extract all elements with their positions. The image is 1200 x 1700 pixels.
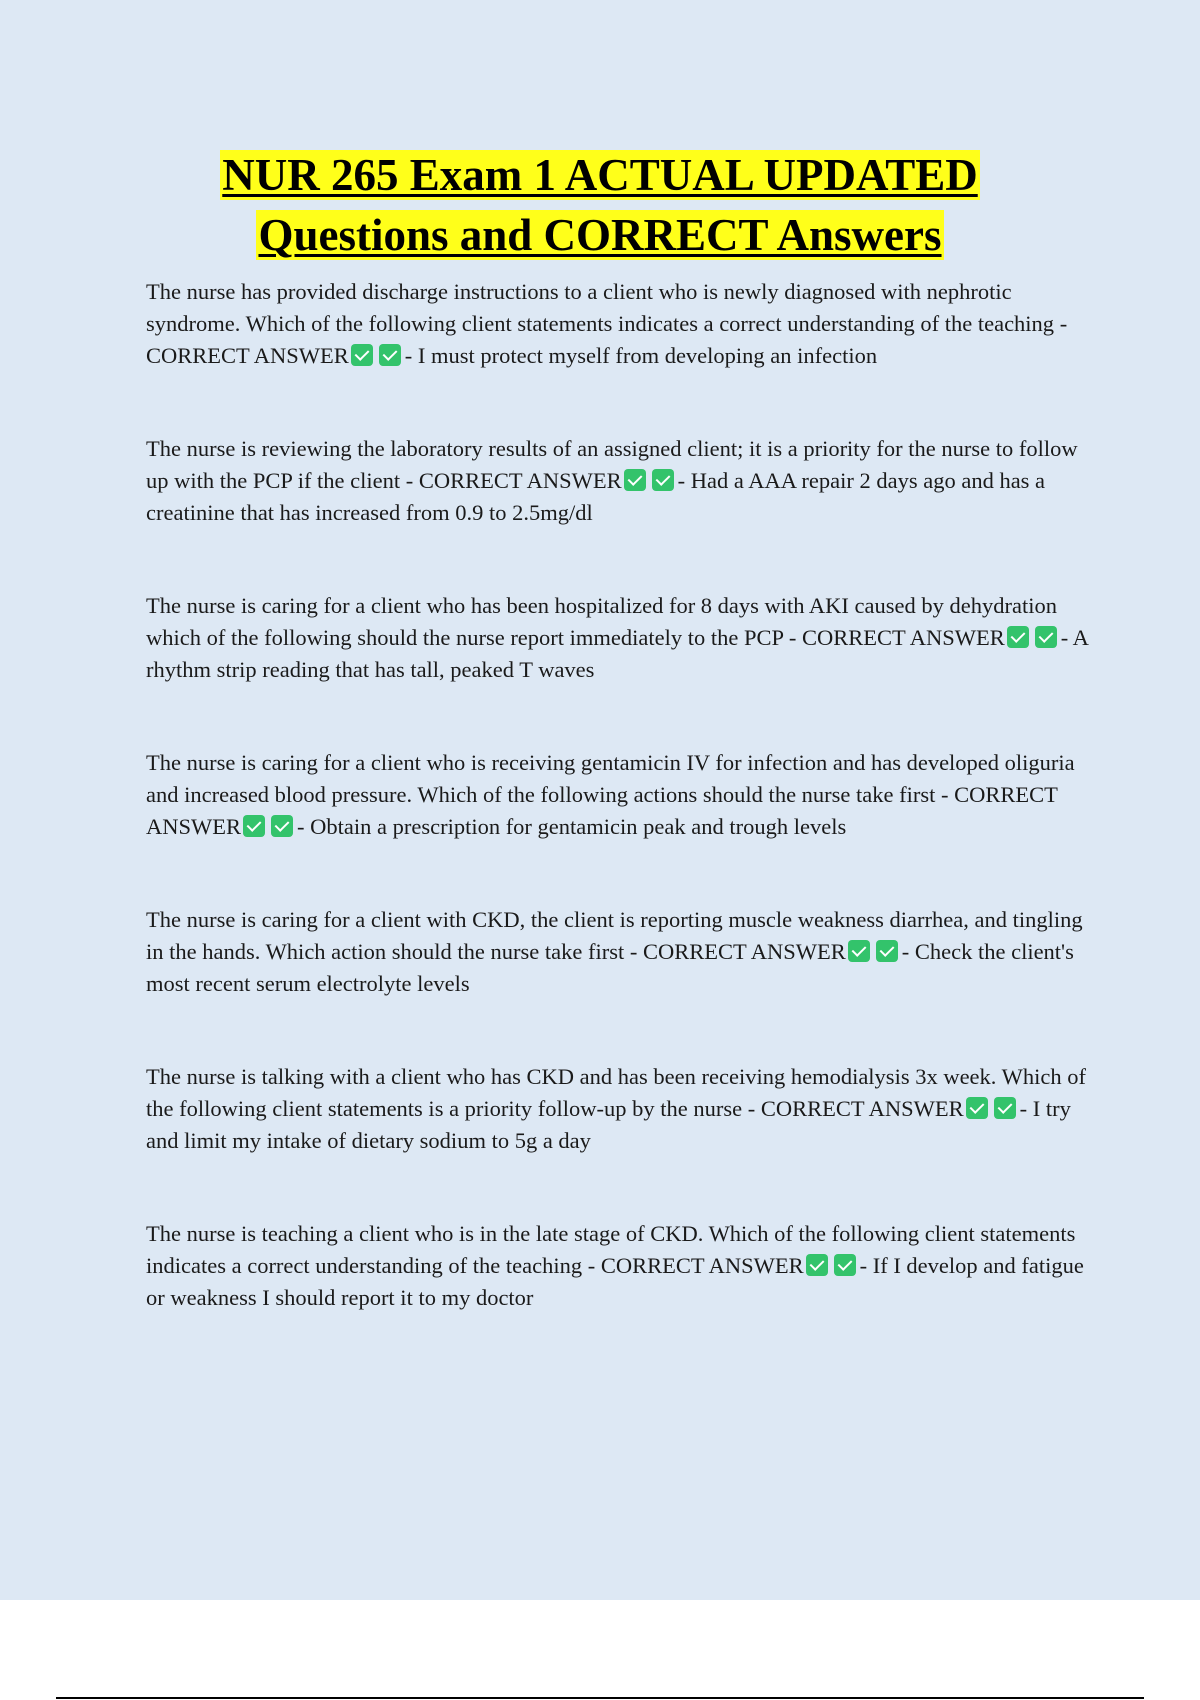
qa-item-7: The nurse is teaching a client who is in the late stage of CKD. Which of the following client statements indicates a correct understanding of the teaching - CORRECT ANSWER - If I develop and fatigue or weakness I should report it to my doctor [146, 1221, 1084, 1310]
green-checkmark-icon [876, 940, 898, 962]
green-checkmark-icon [243, 815, 265, 837]
question-text: The nurse is caring for a client who is receiving gentamicin IV for infection and has developed oliguria and increased blood pressure. Which of the following actions should the nurse take first [146, 750, 1075, 807]
green-checkmark-icon [652, 469, 674, 491]
answer-marker: CORRECT ANSWER [760, 1096, 964, 1121]
green-checkmark-icon [848, 940, 870, 962]
green-checkmark-icon [834, 1254, 856, 1276]
answer-text: I must protect myself from developing an infection [417, 343, 878, 368]
answer-marker: CORRECT ANSWER [642, 939, 846, 964]
green-checkmark-icon [994, 1097, 1016, 1119]
qa-item-4: The nurse is caring for a client who is receiving gentamicin IV for infection and has developed oliguria and increased blood pressure. Which of the following actions should the nurse take first - CORRECT ANSWER - Obtain a prescription for gentamicin peak and trough levels [146, 750, 1075, 839]
question-answer-list [146, 276, 1096, 1375]
answer-text: Had a AAA repair 2 days ago and has a creatinine that has increased from 0.9 to 2.5mg/dl [146, 468, 1046, 525]
green-checkmark-icon [1035, 626, 1057, 648]
qa-item-5: The nurse is caring for a client with CKD, the client is reporting muscle weakness diarrhea, and tingling in the hands. Which action should the nurse take first - CORRECT ANSWER - Check the client's most recent serum electrolyte levels [146, 907, 1083, 996]
question-text: The nurse is reviewing the laboratory results of an assigned client; it is a priority for the nurse to follow up with the PCP if the client [146, 436, 1078, 493]
answer-text: I try and limit my intake of dietary sodium to 5g a day [146, 1096, 1071, 1153]
answer-marker: CORRECT ANSWER [146, 343, 349, 368]
answer-marker: CORRECT ANSWER [600, 1253, 804, 1278]
green-checkmark-icon [1007, 626, 1029, 648]
question-text: The nurse is talking with a client who has CKD and has been receiving hemodialysis 3x week. Which of the following client statements is a priority follow-up by the nurse [146, 1064, 1086, 1121]
question-text: The nurse is caring for a client with CKD, the client is reporting muscle weakness diarrhea, and tingling in the hands. Which action should the nurse take first [146, 907, 1083, 964]
green-checkmark-icon [351, 344, 373, 366]
green-checkmark-icon [271, 815, 293, 837]
green-checkmark-icon [624, 469, 646, 491]
title-text-1: NUR 265 Exam 1 ACTUAL UPDATED [222, 150, 978, 200]
answer-text: If I develop and fatigue or weakness I should report it to my doctor [146, 1253, 1084, 1310]
document-title [0, 145, 1200, 265]
qa-item-3: The nurse is caring for a client who has been hospitalized for 8 days with AKI caused by dehydration which of the following should the nurse report immediately to the PCP - CORRECT ANSWER - A rhythm strip reading that has tall, peaked T waves [146, 593, 1088, 682]
green-checkmark-icon [806, 1254, 828, 1276]
page-divider [56, 1697, 1144, 1699]
qa-item-6: The nurse is talking with a client who has CKD and has been receiving hemodialysis 3x week. Which of the following client statements is a priority follow-up by the nurse - CORRECT ANSWER - I try and limit my intake of dietary sodium to 5g a day [146, 1064, 1086, 1153]
answer-marker: CORRECT ANSWER [801, 625, 1005, 650]
answer-text: A rhythm strip reading that has tall, peaked T waves [146, 625, 1088, 682]
title-line-2 [0, 205, 1200, 265]
qa-item-2: The nurse is reviewing the laboratory results of an assigned client; it is a priority for the nurse to follow up with the PCP if the client - CORRECT ANSWER - Had a AAA repair 2 days ago and has a creatinine that has increased from 0.9 to 2.5mg/dl [146, 436, 1078, 525]
green-checkmark-icon [379, 344, 401, 366]
question-text: The nurse is caring for a client who has been hospitalized for 8 days with AKI caused by dehydration which of the following should the nurse report immediately to the PCP [146, 593, 1057, 650]
question-text: The nurse has provided discharge instructions to a client who is newly diagnosed with nephrotic syndrome. Which of the following client statements indicates a correct understanding of the teaching [146, 279, 1055, 336]
answer-text: Check the client's most recent serum electrolyte levels [146, 939, 1074, 996]
question-text: The nurse is teaching a client who is in the late stage of CKD. Which of the following client statements indicates a correct understanding of the teaching [146, 1221, 1076, 1278]
title-line-1 [0, 145, 1200, 205]
qa-item-1: The nurse has provided discharge instructions to a client who is newly diagnosed with nephrotic syndrome. Which of the following client statements indicates a correct understanding of the teaching - CORRECT ANSWER - I must protect myself from developing an infection [146, 279, 1068, 368]
answer-text: Obtain a prescription for gentamicin peak and trough levels [310, 814, 847, 839]
green-checkmark-icon [966, 1097, 988, 1119]
answer-marker: CORRECT ANSWER [418, 468, 622, 493]
answer-marker: CORRECT ANSWER [146, 782, 1058, 839]
title-text-2: Questions and CORRECT Answers [258, 210, 942, 260]
